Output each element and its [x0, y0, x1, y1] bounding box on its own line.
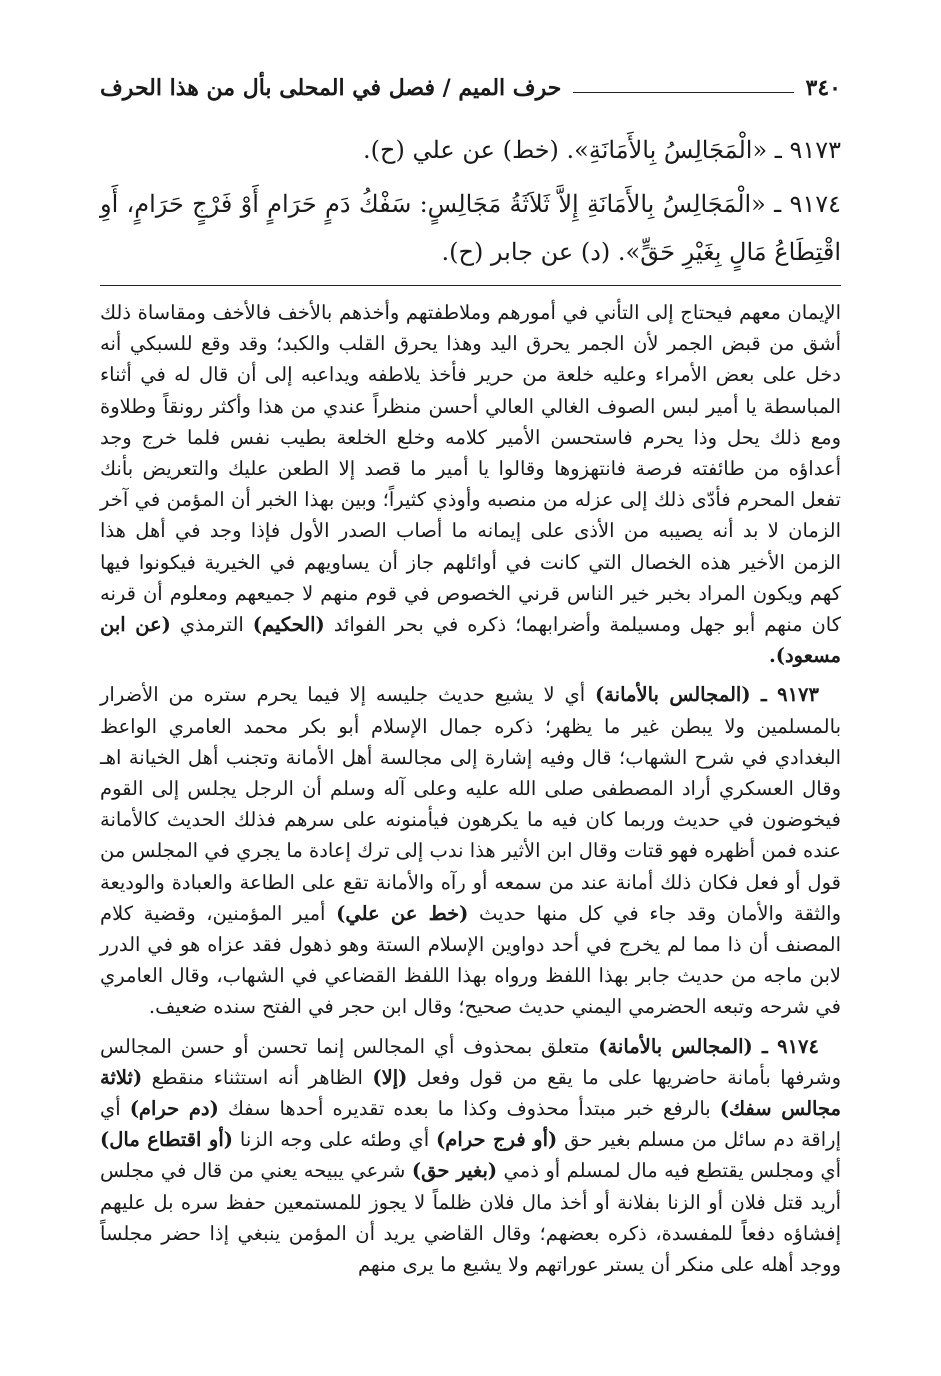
- commentary-bold: (أو فرج حرام): [436, 1128, 558, 1152]
- commentary-text: الإيمان معهم فيحتاج إلى التأني في أمورهم وملاطفتهم وأخذهم بالأخف فالأخف ومقاساة ذلك أشق من قبض الجمر لأن الجمر يحرق اليد وهذا يحرق القلب والكبد؛ وقد وقع للسبكي أنه دخل على بعض الأمراء وعليه خلعة من حرير فأخذ يلاطفه ويداعبه إلى أن قال له في أثناء المباسطة يا أمير لبس الصوف الغالي العالي أحسن منظراً عندي من هذا وأكثر رونقاً وطلاوة ومع ذلك يحل وذا يحرم فاستحسن الأمير كلامه وخلع الخلعة بطيب نفس فلما خرج وجد أعداؤه من طائفته فرصة فانتهزوها وقالوا يا أمير ما قصد إلا الطعن عليك والتعريض بأنك تفعل المحرم فأدّى ذلك إلى عزله من منصبه وأوذي كثيراً؛ وبين بهذا الخبر أن المؤمن في آخر الزمان لا بد أنه يصيبه من الأذى على إيمانه ما أصاب الصدر الأول فإذا وجد في أهل هذا الزمن الأخير هذه الخصال التي كانت في أوائلهم جاز أن يساويهم في الخيرية فيكونوا فيها كهم ويكون المراد بخبر خير الناس قرني الخصوص في قوم منهم لا جميعهم ومعلوم أن قرنه كان منهم أبو جهل ومسيلمة وأضرابهما؛ ذكره في بحر الفوائد: [100, 301, 842, 637]
- page-number: ٣٤٠: [805, 75, 841, 101]
- commentary-bold: ٩١٧٣ ـ (المجالس بالأمانة): [594, 683, 819, 707]
- commentary-bold: (الحكيم): [252, 613, 325, 637]
- commentary-text: الظاهر أنه استثناء منقطع: [151, 1065, 363, 1089]
- commentary-text: شرعي يبيحه يعني من قال في مجلس أريد قتل فلان أو الزنا بفلانة أو أخذ مال فلان ظلماً لا يجوز للمستمعين حفظ سره بل عليهم إفشاؤه دفعاً للمفسدة، ذكره بعضهم؛ وقال القاضي يريد أن المؤمن ينبغي إذا حضر مجلساً ووجد أهله على منكر أن يستر عوراتهم ولا يشيع ما يرى منهم: [100, 1159, 841, 1277]
- commentary-text: أي وطئه على وجه الزنا: [239, 1128, 430, 1152]
- commentary-section: [100, 297, 841, 1288]
- hadith-9173: ٩١٧٣ ـ «الْمَجَالِسُ بِالأَمَانَةِ». (خط) عن علي (ح).: [362, 136, 841, 164]
- commentary-bold: ٩١٧٤ ـ (المجالس بالأمانة): [598, 1034, 819, 1058]
- commentary-paragraph-9174: [100, 1031, 841, 1281]
- commentary-text: أمير المؤمنين، وقضية كلام المصنف أن ذا مما لم يخرج في أحد دواوين الإسلام الستة وهو ذهول فقد عزاه هو في الدرر لابن ماجه من حديث جابر بهذا اللفظ ورواه بهذا اللفظ القضاعي في الشهاب، وقال العامري في شرحه وتبعه الحضرمي اليمني حديث صحيح؛ وقال ابن حجر في الفتح سنده ضعيف.: [100, 901, 841, 1019]
- commentary-text: أي ومجلس يقتطع فيه مال لمسلم أو ذمي: [503, 1159, 842, 1183]
- commentary-bold: (عن ابن مسعود).: [100, 613, 841, 668]
- commentary-bold: (أو اقتطاع مال): [100, 1128, 233, 1152]
- commentary-bold: (بغير حق): [411, 1159, 498, 1183]
- commentary-bold: (دم حرام): [129, 1097, 219, 1121]
- commentary-bold: (إلا): [372, 1065, 408, 1089]
- commentary-text: متعلق بمحذوف أي المجالس إنما تحسن أو حسن المجالس وشرفها بأمانة حاضريها على ما يقع من قول وفعل: [100, 1034, 842, 1089]
- commentary-paragraph-9173: [100, 679, 841, 1022]
- section-separator: [100, 285, 841, 286]
- page-header: [100, 68, 841, 108]
- running-title: حرف الميم / فصل في المحلى بأل من هذا الحرف: [100, 75, 562, 101]
- commentary-paragraph-1: [100, 297, 841, 671]
- hadith-9174: ٩١٧٤ ـ «الْمَجَالِسُ بِالأَمَانَةِ إِلاَّ ثَلاَثَةُ مَجَالِسٍ: سَفْكُ دَمٍ حَرَامٍ أَوْ فَرْجٍ حَرَامٍ، أَوِ اقْتِطَاعُ مَالٍ بِغَيْرِ حَقٍّ». (د) عن جابر (ح).: [100, 190, 841, 266]
- commentary-bold: (خط عن علي): [336, 901, 469, 925]
- commentary-text: أي إراقة دم سائل من مسلم بغير حق: [100, 1097, 842, 1152]
- header-rule: [573, 92, 793, 93]
- commentary-bold: (ثلاثة مجالس سفك): [100, 1065, 841, 1121]
- commentary-text: أي لا يشيع حديث جليسه إلا فيما يحرم ستره من الأضرار بالمسلمين ولا يبطن غير ما يظهر؛ ذكره جمال الإسلام أبو بكر محمد العامري الواعظ البغدادي في شرح الشهاب؛ قال وفيه إشارة إلى مجالسة أهل الأمانة وتجنب أهل الخيانة اهـ وقال العسكري أراد المصطفى صلى الله عليه وعلى آله وسلم أن الرجل يجلس إلى القوم فيخوضون في حديث وربما كان فيه ما يكرهون فيأمنونه على سرهم فذلك الحديث كالأمانة عنده فمن أظهره فهو قتات وقال ابن الأثير هذا ندب إلى ترك إعادة ما يجري في المجلس من قول أو فعل فكان ذلك أمانة عند من سمعه أو رآه والأمانة تقع على الطاعة والعبادة والوديعة والثقة والأمان وقد جاء في كل منها حديث: [100, 683, 842, 925]
- commentary-text: الترمذي: [179, 613, 244, 637]
- hadith-text-section: [100, 126, 841, 282]
- commentary-text: بالرفع خبر مبتدأ محذوف وكذا ما بعده تقديره أحدها سفك: [227, 1097, 711, 1121]
